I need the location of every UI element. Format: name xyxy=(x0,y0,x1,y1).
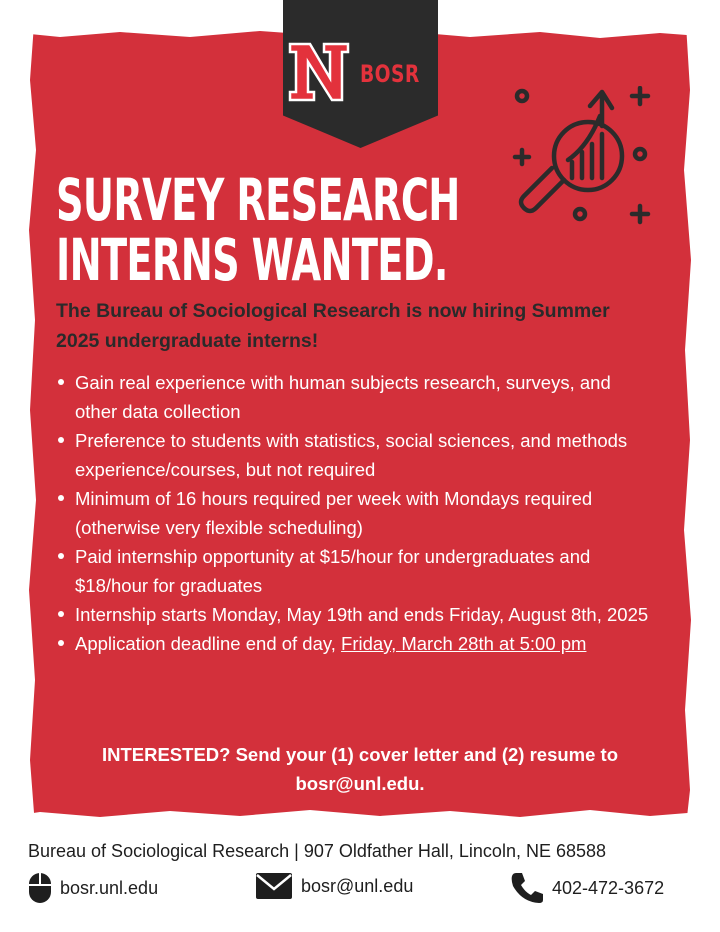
email-link[interactable]: bosr@unl.edu xyxy=(301,875,414,896)
headline xyxy=(56,166,460,294)
deadline-prefix: Application deadline end of day, xyxy=(75,633,342,654)
contact-website[interactable] xyxy=(28,872,158,904)
headline-line-1: SURVEY RESEARCH xyxy=(56,166,460,234)
list-item: Preference to students with statistics, social sciences, and methods experience/courses, but not required xyxy=(56,426,656,484)
envelope-icon xyxy=(255,872,293,900)
nebraska-n-logo xyxy=(288,40,350,104)
website-link[interactable]: bosr.unl.edu xyxy=(60,877,159,898)
list-item: Paid internship opportunity at $15/hour for undergraduates and $18/hour for graduates xyxy=(56,542,656,600)
mouse-icon xyxy=(28,872,52,904)
phone-number[interactable]: 402-472-3672 xyxy=(552,877,665,898)
contact-phone[interactable] xyxy=(510,872,664,904)
magnifier-chart-icon xyxy=(508,86,658,226)
list-item: Gain real experience with human subjects research, surveys, and other data collection xyxy=(56,368,656,426)
logo-text: BOSR xyxy=(360,60,420,88)
subheading: The Bureau of Sociological Research is now hiring Summer 2025 undergraduate interns! xyxy=(56,300,610,352)
list-item: Internship starts Monday, May 19th and ends Friday, August 8th, 2025 xyxy=(56,600,656,629)
footer-address: Bureau of Sociological Research | 907 Oldfather Hall, Lincoln, NE 68588 xyxy=(28,841,607,861)
phone-icon xyxy=(510,872,544,904)
list-item: Minimum of 16 hours required per week with Mondays required (otherwise very flexible scheduling) xyxy=(56,484,656,542)
headline-line-2: INTERNS WANTED. xyxy=(56,226,448,294)
call-to-action: INTERESTED? Send your (1) cover letter and (2) resume to bosr@unl.edu. xyxy=(101,744,619,794)
contact-email[interactable] xyxy=(255,872,413,900)
list-item-deadline xyxy=(56,629,656,658)
deadline-date-link[interactable]: Friday, March 28th at 5:00 pm xyxy=(341,633,587,654)
requirements-list xyxy=(56,368,656,658)
